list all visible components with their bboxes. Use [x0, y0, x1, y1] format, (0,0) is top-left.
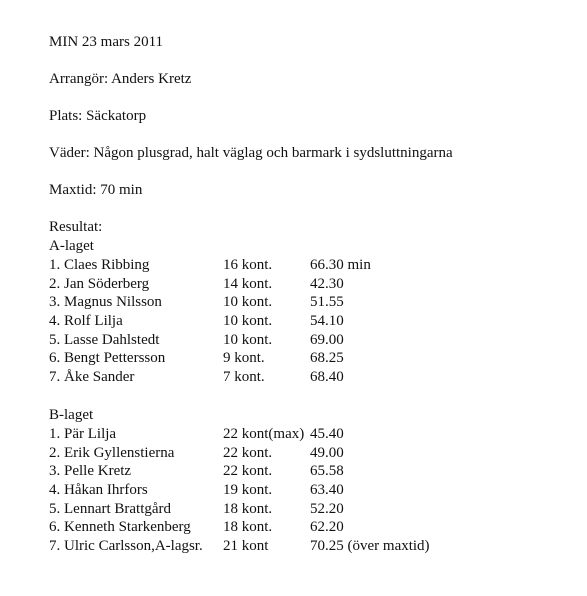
result-row: [49, 256, 579, 275]
finish-time: 45.40: [310, 425, 344, 442]
participant-name: 4. Rolf Lilja: [49, 313, 123, 330]
result-row: [49, 500, 579, 519]
controls-count: 10 kont.: [223, 331, 273, 348]
participant-name: 2. Jan Söderberg: [49, 275, 150, 292]
result-row: [49, 537, 579, 556]
maxtime-line: Maxtid: 70 min: [49, 182, 143, 198]
result-row: [49, 481, 579, 500]
participant-name: 7. Åke Sander: [49, 369, 135, 386]
controls-count: 16 kont.: [223, 257, 273, 273]
finish-time: 42.30: [310, 275, 344, 292]
weather-line: Väder: Någon plusgrad, halt väglag och barmark i sydsluttningarna: [49, 145, 453, 161]
result-row: [49, 349, 579, 368]
participant-name: 6. Kenneth Starkenberg: [49, 519, 191, 536]
a-group-title: A-laget: [49, 238, 94, 254]
controls-count: 14 kont.: [223, 275, 273, 292]
finish-time: 65.58: [310, 463, 344, 480]
finish-time: 49.00: [310, 444, 344, 461]
controls-count: 21 kont: [223, 537, 269, 554]
result-row: [49, 444, 579, 463]
result-row: [49, 518, 579, 537]
finish-time: 70.25 (över maxtid): [310, 537, 430, 554]
participant-name: 2. Erik Gyllenstierna: [49, 444, 175, 461]
controls-count: 22 kont.: [223, 463, 273, 480]
b-group-table: [49, 425, 579, 556]
controls-count: 22 kont.: [223, 444, 273, 461]
participant-name: 3. Pelle Kretz: [49, 463, 132, 480]
event-title: MIN 23 mars 2011: [49, 34, 164, 50]
participant-name: 6. Bengt Pettersson: [49, 350, 166, 367]
place-line: Plats: Säckatorp: [49, 108, 147, 124]
finish-time: 62.20: [310, 519, 344, 536]
controls-count: 22 kont(max): [223, 425, 305, 442]
finish-time: 68.25: [310, 350, 344, 367]
controls-count: 10 kont.: [223, 294, 273, 311]
participant-name: 7. Ulric Carlsson,A-lagsr.: [49, 537, 203, 554]
organizer-line: Arrangör: Anders Kretz: [49, 71, 192, 87]
result-row: [49, 368, 579, 387]
controls-count: 10 kont.: [223, 313, 273, 330]
participant-name: 5. Lennart Brattgård: [49, 500, 172, 517]
finish-time: 51.55: [310, 294, 344, 311]
controls-count: 7 kont.: [223, 369, 265, 386]
controls-count: 19 kont.: [223, 481, 273, 498]
section-gap: [49, 387, 579, 406]
result-row: [49, 312, 579, 331]
participant-name: 5. Lasse Dahlstedt: [49, 331, 160, 348]
b-group-title: B-laget: [49, 406, 94, 423]
result-row: [49, 293, 579, 312]
controls-count: 18 kont.: [223, 519, 273, 536]
participant-name: 3. Magnus Nilsson: [49, 294, 162, 311]
participant-name: 1. Claes Ribbing: [49, 257, 150, 273]
results-label: Resultat:: [49, 219, 103, 235]
a-group-table: [49, 256, 579, 387]
controls-count: 9 kont.: [223, 350, 265, 367]
finish-time: 54.10: [310, 313, 344, 330]
finish-time: 69.00: [310, 331, 344, 348]
result-row: [49, 462, 579, 481]
finish-time: 63.40: [310, 481, 344, 498]
result-row: [49, 331, 579, 350]
controls-count: 18 kont.: [223, 500, 273, 517]
document-page: [49, 33, 579, 556]
finish-time: 52.20: [310, 500, 344, 517]
result-row: [49, 425, 579, 444]
result-row: [49, 275, 579, 294]
finish-time: 66.30 min: [310, 257, 371, 273]
participant-name: 1. Pär Lilja: [49, 425, 117, 442]
participant-name: 4. Håkan Ihrfors: [49, 481, 148, 498]
finish-time: 68.40: [310, 369, 344, 386]
